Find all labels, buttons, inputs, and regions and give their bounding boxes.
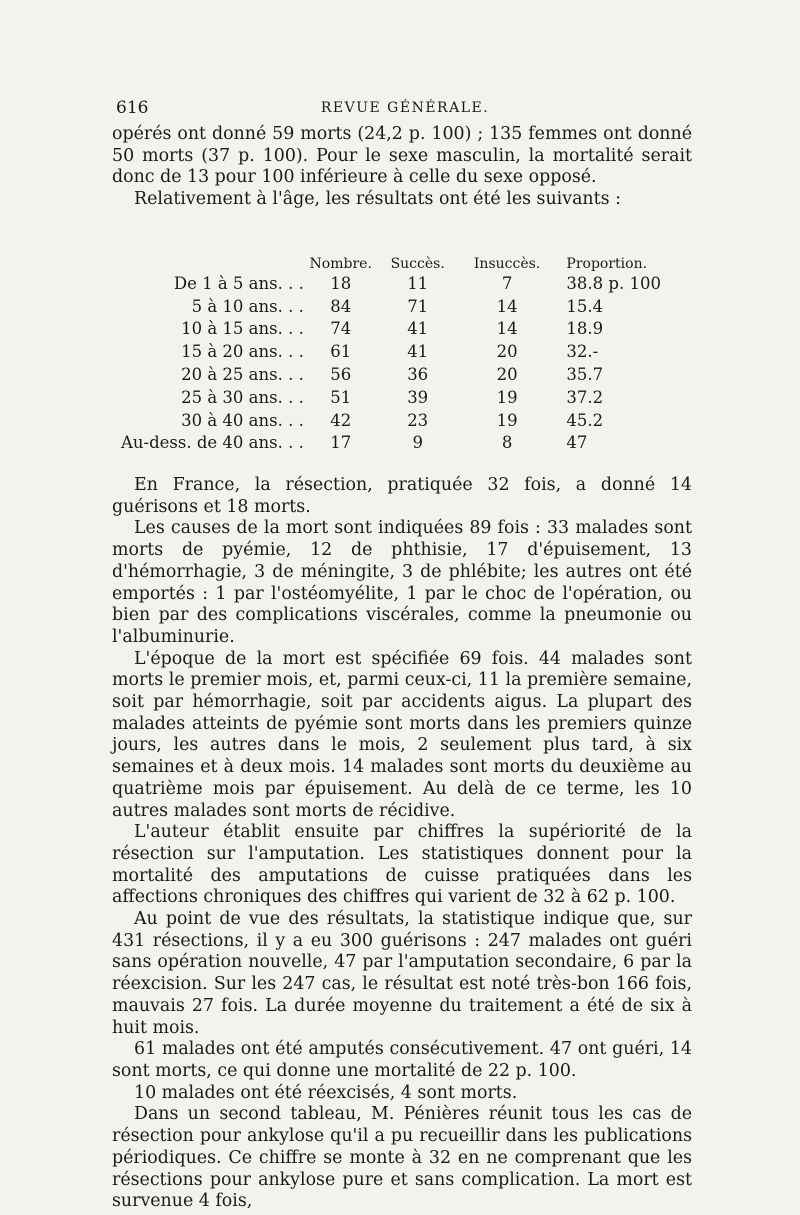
proportion-cell: 32.- xyxy=(566,342,599,362)
table-row xyxy=(112,386,692,409)
failure-cell: 14 xyxy=(496,296,518,316)
failure-cell: 19 xyxy=(496,410,518,430)
count-cell: 42 xyxy=(330,410,352,430)
age-range-cell: Au-dess. de 40 ans. . . xyxy=(120,433,304,453)
count-cell: 84 xyxy=(330,296,352,316)
running-title: REVUE GÉNÉRALE. xyxy=(320,100,490,116)
paragraph: Au point de vue des résultats, la statistique indique que, sur 431 résections, il y a eu 300 guérisons : 247 malades ont guéri sans opération nouvelle, 47 par l'amputation secondaire, 6 par la réexcision. Sur les 247 cas, le résultat est noté très-bon 166 fois, mauvais 27 fois. La durée moyenne du traitement a été de six à huit mois. xyxy=(112,909,692,1038)
proportion-cell: 47 xyxy=(566,433,588,453)
paragraph: L'époque de la mort est spécifiée 69 fois. 44 malades sont morts le premier mois, et, parmi ceux-ci, 11 la première semaine, soit par hémorrhagie, soit par accidents aigus. La plupart des malades atteints de pyémie sont morts dans les premiers quinze jours, les autres dans le mois, 2 seulement plus tard, à six semaines et à deux mois. 14 malades sont morts du deuxième au quatrième mois par épuisement. Au delà de ce terme, les 10 autres malades sont morts de récidive. xyxy=(112,648,692,821)
table-row xyxy=(112,363,692,386)
age-range-cell: 15 à 20 ans. . . xyxy=(181,342,304,362)
table-row xyxy=(112,318,692,341)
column-header: Succès. xyxy=(390,256,445,272)
success-cell: 9 xyxy=(412,433,423,453)
success-cell: 41 xyxy=(407,319,429,339)
column-header: Insuccès. xyxy=(473,256,541,272)
paragraph: En France, la résection, pratiquée 32 fois, a donné 14 guérisons et 18 morts. xyxy=(112,475,692,517)
paragraph: Relativement à l'âge, les résultats ont été les suivants : xyxy=(134,189,621,210)
text-block-top xyxy=(112,124,692,211)
count-cell: 17 xyxy=(330,433,352,453)
proportion-cell: 18.9 xyxy=(566,319,604,339)
count-cell: 51 xyxy=(330,387,352,407)
paragraph: Dans un second tableau, M. Pénières réunit tous les cas de résection pour ankylose qu'il a pu recueillir dans les publications périodiques. Ce chiffre se monte à 32 en ne comprenant que les résections pour ankylose pure et sans complication. La mort est survenue 4 fois, xyxy=(112,1104,692,1212)
success-cell: 41 xyxy=(407,342,429,362)
column-header: Nombre. xyxy=(309,256,372,272)
success-cell: 39 xyxy=(407,387,429,407)
table-header-row xyxy=(112,244,692,272)
paragraph: L'auteur établit ensuite par chiffres la supériorité de la résection sur l'amputation. Les statistiques donnent pour la mortalité des amputations de cuisse pratiquées dans les affections chroniques des chiffres qui varient de 32 à 62 p. 100. xyxy=(112,822,692,908)
proportion-cell: 15.4 xyxy=(566,296,604,316)
count-cell: 56 xyxy=(330,365,352,385)
success-cell: 11 xyxy=(407,273,429,293)
column-header: Proportion. xyxy=(566,256,648,272)
paragraph: 10 malades ont été réexcisés, 4 sont morts. xyxy=(134,1082,518,1103)
success-cell: 36 xyxy=(407,365,429,385)
failure-cell: 8 xyxy=(501,433,513,453)
success-cell: 71 xyxy=(407,296,429,316)
failure-cell: 20 xyxy=(496,365,518,385)
count-cell: 74 xyxy=(330,319,352,339)
age-range-cell: 10 à 15 ans. . . xyxy=(181,319,304,339)
count-cell: 18 xyxy=(330,273,352,293)
table-row xyxy=(112,432,692,455)
proportion-cell: 35.7 xyxy=(566,365,604,385)
table-row xyxy=(112,340,692,363)
failure-cell: 7 xyxy=(501,273,513,293)
count-cell: 61 xyxy=(330,342,352,362)
paragraph: Les causes de la mort sont indiquées 89 fois : 33 malades sont morts de pyémie, 12 de phthisie, 17 d'épuisement, 13 d'hémorrhagie, 3 de méningite, 3 de phlébite; les autres ont été emportés : 1 par l'ostéomyélite, 1 par le choc de l'opération, ou bien par des complications viscérales, comme la pneumonie ou l'albuminurie. xyxy=(112,518,692,647)
age-range-cell: 5 à 10 ans. . . xyxy=(191,296,304,316)
age-range-cell: 25 à 30 ans. . . xyxy=(181,387,304,407)
table-row xyxy=(112,272,692,295)
failure-cell: 19 xyxy=(496,387,518,407)
age-range-cell: De 1 à 5 ans. . . xyxy=(173,273,304,293)
age-range-cell: 20 à 25 ans. . . xyxy=(181,365,304,385)
text-block-bottom xyxy=(112,475,692,1213)
success-cell: 23 xyxy=(407,410,429,430)
proportion-cell: 37.2 xyxy=(566,387,604,407)
paragraph: 61 malades ont été amputés consécutivement. 47 ont guéri, 14 sont morts, ce qui donne une mortalité de 22 p. 100. xyxy=(112,1039,692,1081)
age-range-cell: 30 à 40 ans. . . xyxy=(181,410,304,430)
proportion-cell: 38.8 p. 100 xyxy=(566,273,661,293)
table-row xyxy=(112,409,692,432)
page-number: 616 xyxy=(116,98,149,118)
age-results-table xyxy=(112,244,692,454)
failure-cell: 20 xyxy=(496,342,518,362)
failure-cell: 14 xyxy=(496,319,518,339)
proportion-cell: 45.2 xyxy=(566,410,604,430)
paragraph: opérés ont donné 59 morts (24,2 p. 100) ; 135 femmes ont donné 50 morts (37 p. 100). Pour le sexe masculin, la mortalité serait donc de 13 pour 100 inférieure à celle du sexe opposé. xyxy=(112,124,692,188)
table-row xyxy=(112,295,692,318)
column-header xyxy=(112,244,308,272)
page-header xyxy=(110,98,700,122)
